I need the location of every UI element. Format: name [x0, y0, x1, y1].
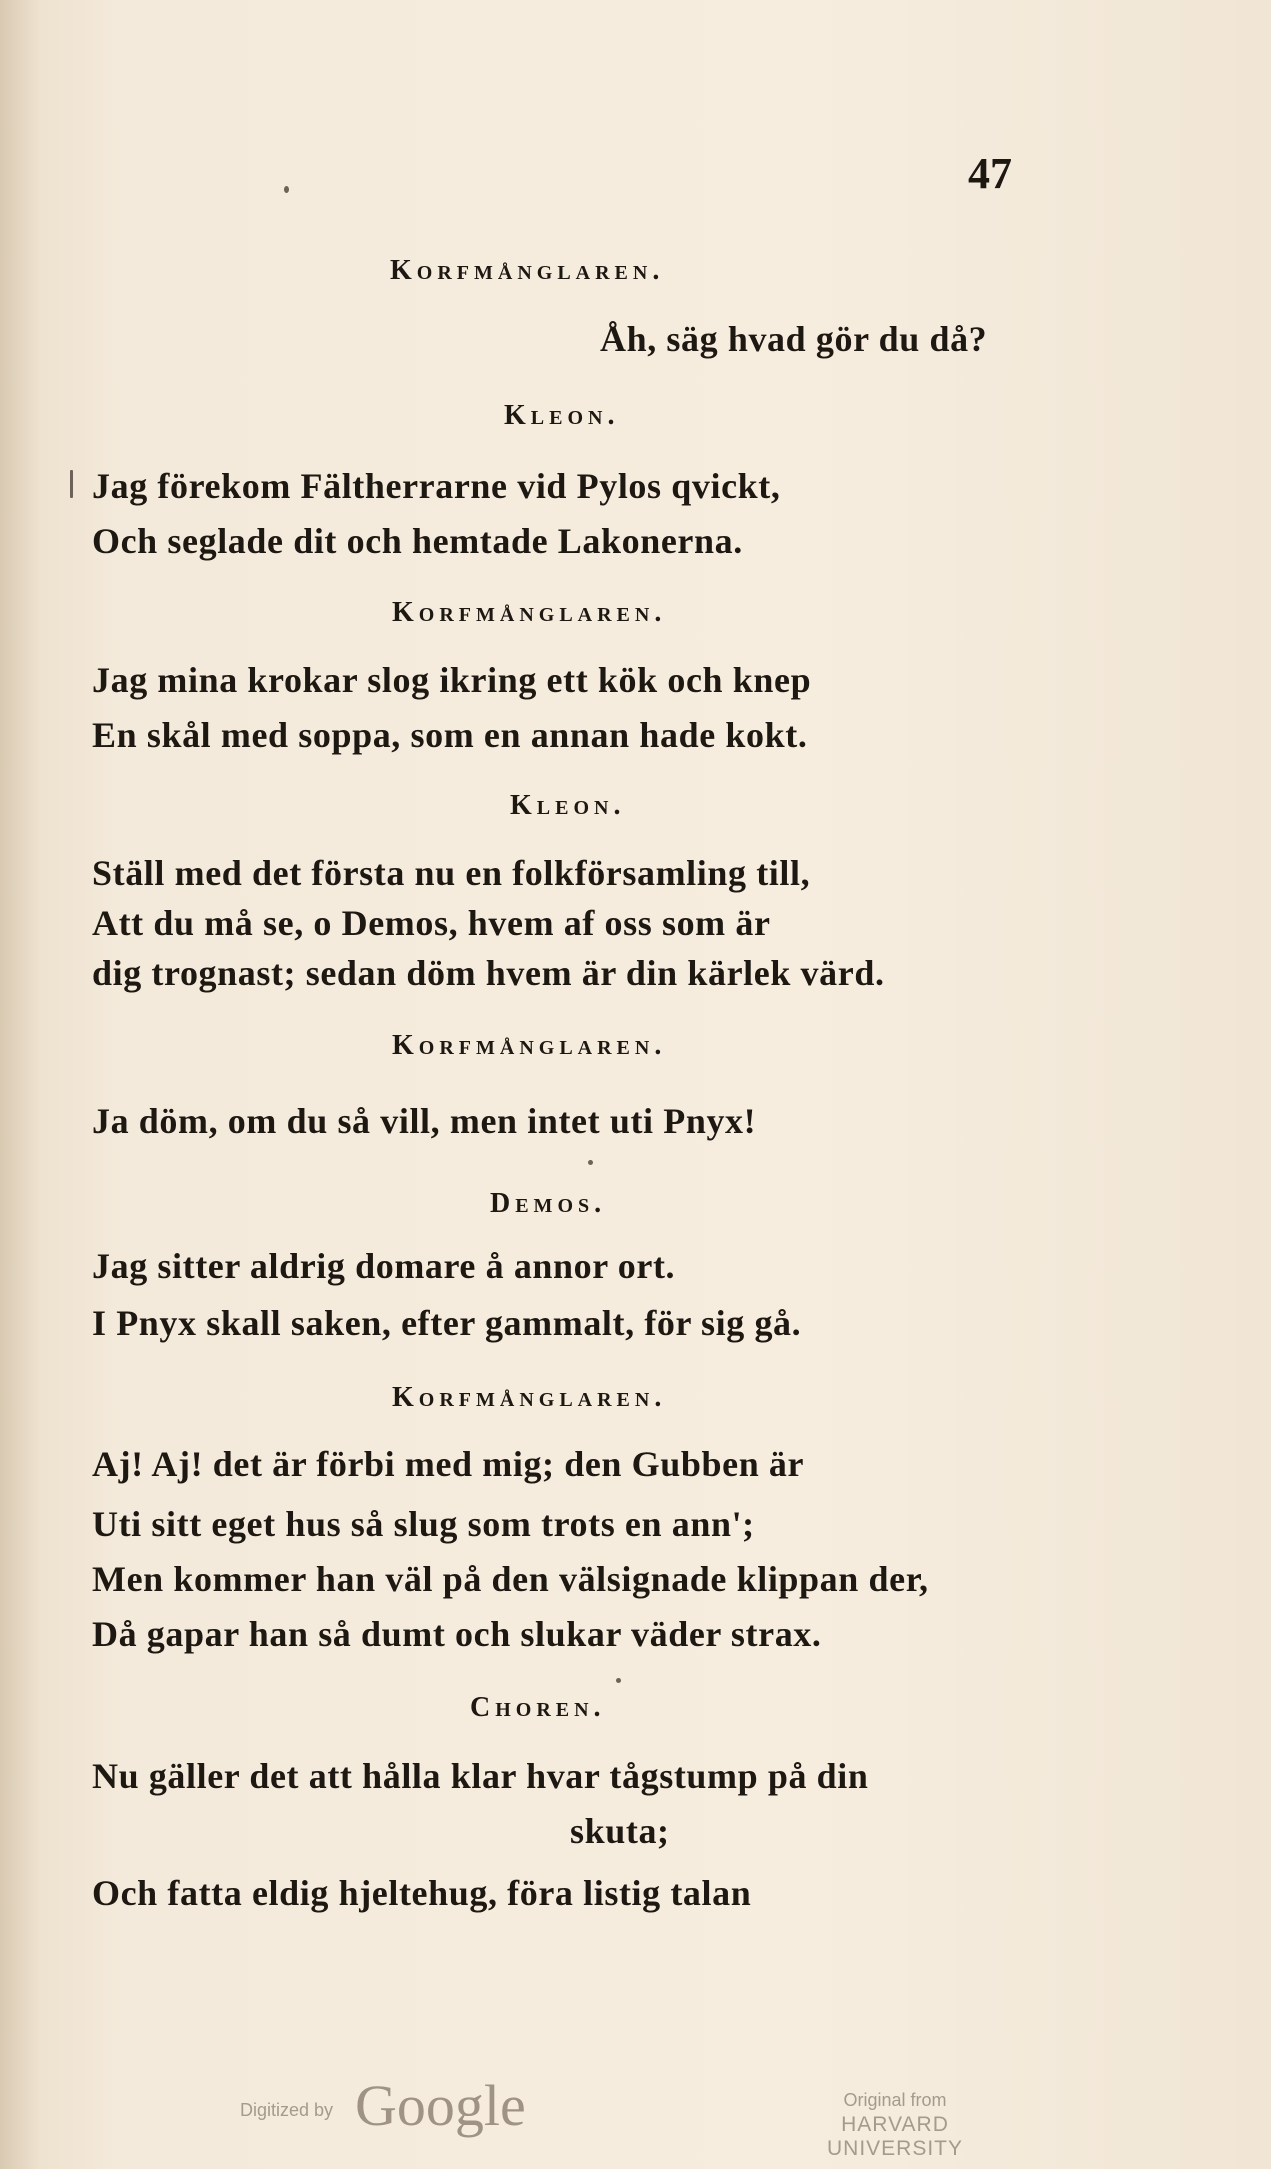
verse-line: Men kommer han väl på den välsignade klippan der,	[92, 1559, 929, 1599]
verse-line: Och seglade dit och hemtade Lakonerna.	[92, 521, 743, 561]
verse-line: Jag sitter aldrig domare å annor ort.	[92, 1246, 676, 1286]
original-from-label: Original from	[843, 2090, 947, 2110]
verse-line: Nu gäller det att hålla klar hvar tågstump på din	[92, 1756, 869, 1796]
page-number: 47	[968, 149, 1012, 198]
speaker-heading: Kleon.	[510, 790, 626, 821]
verse-line: I Pnyx skall saken, efter gammalt, för sig gå.	[92, 1303, 802, 1343]
ink-speck	[284, 186, 289, 193]
verse-line: Åh, säg hvad gör du då?	[600, 319, 988, 359]
source-attribution	[770, 2090, 1020, 2161]
speaker-heading: Korfmånglaren.	[392, 597, 667, 628]
verse-line: skuta;	[570, 1811, 670, 1851]
verse-line: Då gapar han så dumt och slukar väder strax.	[92, 1614, 822, 1654]
verse-line: Aj! Aj! det är förbi med mig; den Gubben är	[92, 1444, 805, 1484]
verse-line: Uti sitt eget hus så slug som trots en ann';	[92, 1504, 755, 1544]
institution-label: HARVARD UNIVERSITY	[826, 2113, 964, 2160]
speaker-heading: Choren.	[470, 1692, 606, 1723]
verse-line: Och fatta eldig hjeltehug, föra listig talan	[92, 1873, 752, 1913]
verse-line: dig trognast; sedan döm hvem är din kärlek värd.	[92, 953, 885, 993]
verse-line: Jag mina krokar slog ikring ett kök och knep	[92, 660, 812, 700]
speaker-heading: Korfmånglaren.	[390, 255, 665, 286]
verse-line: En skål med soppa, som en annan hade kokt.	[92, 715, 808, 755]
verse-line: Jag förekom Fältherrarne vid Pylos qvickt,	[92, 466, 781, 506]
speaker-heading: Korfmånglaren.	[392, 1030, 667, 1061]
google-logo: Google	[355, 2073, 526, 2138]
verse-line: Ställ med det första nu en folkförsamling till,	[92, 853, 811, 893]
verse-line: Att du må se, o Demos, hvem af oss som är	[92, 903, 771, 943]
ink-speck	[70, 470, 73, 498]
speaker-heading: Demos.	[490, 1188, 607, 1219]
speaker-heading: Korfmånglaren.	[392, 1382, 667, 1413]
digitized-by-label: Digitized by	[240, 2100, 334, 2120]
ink-speck	[588, 1160, 593, 1165]
speaker-heading: Kleon.	[504, 400, 620, 431]
ink-speck	[616, 1678, 621, 1683]
verse-line: Ja döm, om du så vill, men intet uti Pnyx!	[92, 1101, 757, 1141]
